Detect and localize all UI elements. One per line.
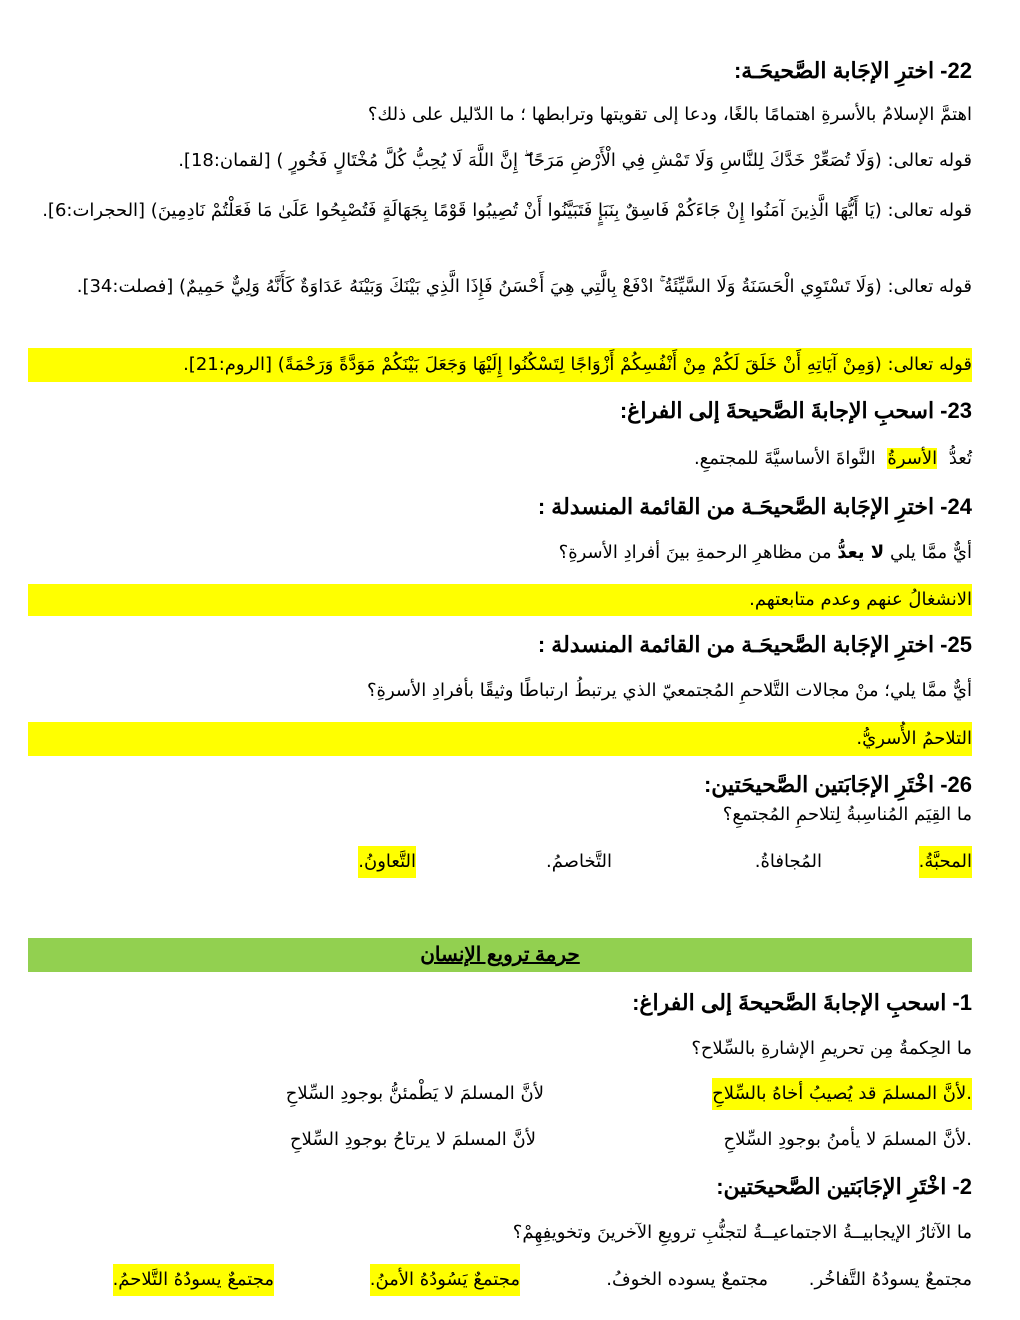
section-question-2-option-2[interactable]: مجتمعٌ يسوده الخوفُ. [606,1269,768,1290]
question-22-title: 22- اخترِ الإجَابة الصَّحيحَـة: [733,58,972,83]
question-26-option-1[interactable]: المحبَّةُ. [919,846,972,878]
question-24-answer: الانشغالُ عنهم وعدم متابعتهم. [749,589,972,610]
question-25-title: 25- اخترِ الإجَابة الصَّحيحَـة من القائمة المنسدلة : [537,632,972,657]
question-25-text: أيٌّ ممَّا يلي؛ منْ مجالات التَّلاحمِ المُجتمعيّ الذي يرتبطُ ارتباطًا وثيقًا بأفرادِ الأسرةِ؟ [366,680,972,701]
question-23-text [694,444,972,474]
question-24-title: 24- اخترِ الإجَابة الصَّحيحَـة من القائمة المنسدلة : [537,494,972,519]
section-question-2-option-1[interactable]: مجتمعٌ يسودُهُ التَّفاخُر. [808,1269,972,1290]
question-22-option-4: قوله تعالى: (وَمِنْ آيَاتِهِ أَنْ خَلَقَ لَكُمْ مِنْ أَنْفُسِكُمْ أَزْوَاجًا لِتَسْكُنُوا إِلَيْهَا وَجَعَلَ بَيْنَكُمْ مَوَدَّةً وَرَحْمَةً) [الروم:21]. [183,354,972,375]
section-question-1-option-d[interactable]: لأنَّ المسلمَ لا يرتاحُ بوجودِ السِّلاحِ [290,1129,536,1150]
question-26-option-2[interactable]: المُجافاةُ. [754,851,822,872]
question-25-answer: التلاحمُ الأُسريُّ. [856,728,972,749]
section-question-2-text: ما الآثارُ الإيجابيــةُ الاجتماعيــةُ لتجنُّبِ ترويعِ الآخرينَ وتخويفِهِمْ؟ [512,1222,972,1243]
question-24-before: أيٌّ ممَّا يلي [889,542,972,563]
section-banner [28,938,972,972]
section-question-1-option-a[interactable]: .لأنَّ المسلمَ قد يُصيبُ أخاهُ بالسِّلاحِ [712,1078,972,1110]
question-24-after: من مظاهرِ الرحمةِ بينَ أفرادِ الأسرةِ؟ [558,542,832,563]
section-question-1-option-c[interactable]: .لأنَّ المسلمَ لا يأمنُ بوجودِ السِّلاحِ [723,1129,972,1150]
question-26-option-3[interactable]: التَّخاصمُ. [545,851,612,872]
question-22-option-4-selected[interactable] [28,348,972,382]
question-26-text: ما القِيَم المُناسِبةُ لِتلاحمِ المُجتمعِ؟ [722,804,972,825]
section-question-1-title: 1- اسحبِ الإجابةَ الصَّحيحةَ إلى الفراغ: [632,990,972,1015]
question-22-option-3[interactable]: قوله تعالى: (وَلَا تَسْتَوِي الْحَسَنَةُ وَلَا السَّيِّئَةُ ۚ ادْفَعْ بِالَّتِي هِيَ أَحْسَنُ فَإِذَا الَّذِي بَيْنَكَ وَبَيْنَهُ عَدَاوَةٌ كَأَنَّهُ وَلِيٌّ حَمِيمٌ) [فصلت:34]. [76,276,972,297]
question-26-option-4[interactable]: التَّعاونُ. [358,846,416,878]
section-question-1-text: ما الحِكمةُ مِن تحريمِ الإشارةِ بالسِّلاح؟ [691,1038,972,1059]
question-23-after: النَّواةَ الأساسيَّةَ للمجتمعِ. [693,448,876,469]
question-26-title: 26- اخْتَرِ الإجَابَتين الصَّحيحَتين: [703,772,972,797]
question-23-title: 23- اسحبِ الإجابةَ الصَّحيحةَ إلى الفراغ: [619,398,972,423]
question-23-before: تُعدُّ [948,448,972,469]
question-24-bold: لا يعدُّ [837,542,885,563]
section-title: حرمة ترويع الإنسان [420,944,580,966]
section-question-2-option-3[interactable]: مجتمعٌ يَسُودُهُ الأمنُ. [370,1264,520,1296]
question-23-answer[interactable]: الأسرةُ [887,448,938,469]
question-25-dropdown[interactable] [28,722,972,756]
question-24-text [559,538,972,568]
section-question-2-option-4[interactable]: مجتمعٌ يسودُهُ التَّلاحمُ. [113,1264,274,1296]
question-22-option-2[interactable]: قوله تعالى: (يَا أَيُّهَا الَّذِينَ آمَنُوا إِنْ جَاءَكُمْ فَاسِقٌ بِنَبَإٍ فَتَبَيَّنُوا أَنْ تُصِيبُوا قَوْمًا بِجَهَالَةٍ فَتُصْبِحُوا عَلَىٰ مَا فَعَلْتُمْ نَادِمِينَ) [الحجرات:6]. [42,200,972,221]
worksheet-page [28,42,972,1290]
question-22-text: اهتمَّ الإسلامُ بالأسرةِ اهتمامًا بالغًا، ودعا إلى تقويتها وترابطها ؛ ما الدّليل على ذلك؟ [367,104,972,125]
question-24-dropdown[interactable] [28,584,972,616]
question-22-option-1[interactable]: قوله تعالى: (وَلَا تُصَعِّرْ خَدَّكَ لِلنَّاسِ وَلَا تَمْشِ فِي الْأَرْضِ مَرَحًا ۖ إِنَّ اللَّهَ لَا يُحِبُّ كُلَّ مُخْتَالٍ فَخُورٍ ) [لقمان:18]. [178,150,972,171]
section-question-2-title: 2- اخْتَرِ الإجَابَتين الصَّحيحَتين: [716,1174,972,1199]
section-question-1-option-b[interactable]: لأنَّ المسلمَ لا يَطْمئنُّ بوجودِ السِّلاحِ [285,1083,544,1104]
